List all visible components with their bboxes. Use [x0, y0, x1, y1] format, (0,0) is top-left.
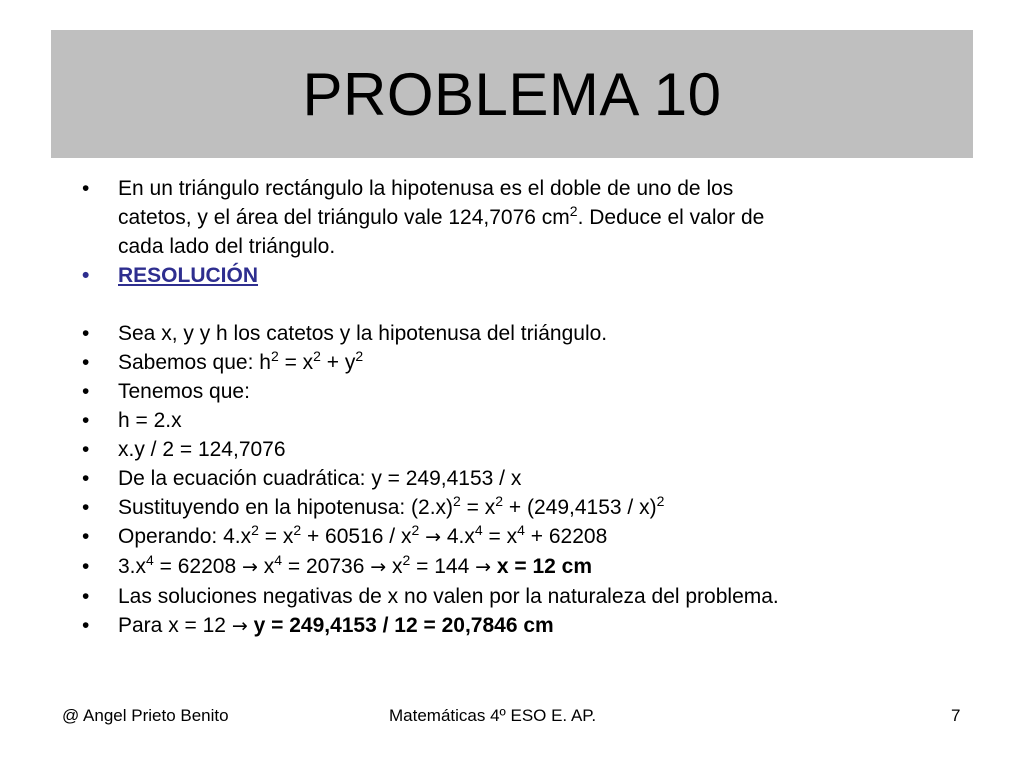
- arrow-right-icon: →: [370, 556, 387, 578]
- solution-line-3: • Tenemos que:: [82, 377, 962, 406]
- resolution-heading: • RESOLUCIÓN: [82, 261, 962, 290]
- solution-line-10: • Las soluciones negativas de x no valen por la naturaleza del problema.: [82, 582, 962, 611]
- bullet-icon: •: [82, 351, 90, 374]
- solution-line-6: • De la ecuación cuadrática: y = 249,4153 / x: [82, 464, 962, 493]
- solution-line-2: • Sabemos que: $h^2 = x^2 + y^2$: [82, 348, 962, 377]
- bullet-icon: •: [82, 438, 90, 461]
- solution-line-5: • x.y / 2 = 124,7076: [82, 435, 962, 464]
- bullet-icon: •: [82, 380, 90, 403]
- problem-statement: • En un triángulo rectángulo la hipotenusa es el doble de uno de los catetos, y el área del triángulo vale 124,7076 $cm^2$. Deduce el valor de cada lado del triángulo.: [82, 174, 962, 261]
- solution-line-4: • h = 2.x: [82, 406, 962, 435]
- title-bar: [51, 30, 973, 158]
- bullet-icon: •: [82, 525, 90, 548]
- solution-line-11: • Para x = 12 → y = 249,4153 / 12 = 20,7846 cm: [82, 611, 962, 641]
- solution-line-8: • Operando: $4.x^2 = x^2 + 60516 / x^2 \to 4.x^4 = x^4 + 62208$: [82, 522, 962, 552]
- bullet-icon: •: [82, 585, 90, 608]
- footer-author: @ Angel Prieto Benito: [62, 706, 229, 725]
- solution-line-7: • Sustituyendo en la hipotenusa: $(2.x)^2 = x^2 + (249,4153 / x)^2$: [82, 493, 962, 522]
- bullet-icon: •: [82, 467, 90, 490]
- solution-line-9: • $3.x^4 = 62208 \to x^4 = 20736 \to x^2 = 144 \to x = 12$ cm: [82, 552, 962, 582]
- bullet-icon: •: [82, 496, 90, 519]
- bullet-icon: •: [82, 555, 90, 578]
- arrow-right-icon: →: [231, 615, 248, 637]
- spacer: [82, 290, 962, 319]
- solution-line-1: • Sea x, y y h los catetos y la hipotenusa del triángulo.: [82, 319, 962, 348]
- arrow-right-icon: →: [425, 526, 442, 548]
- bullet-icon: •: [82, 177, 90, 200]
- footer-page-number: 7: [951, 706, 961, 725]
- arrow-right-icon: →: [475, 556, 492, 578]
- footer-course: Matemáticas 4º ESO E. AP.: [389, 706, 597, 725]
- slide-title: PROBLEMA 10: [302, 60, 722, 128]
- bullet-icon: •: [82, 409, 90, 432]
- arrow-right-icon: →: [241, 556, 258, 578]
- bullet-icon: •: [82, 264, 90, 287]
- slide-content: [82, 174, 962, 641]
- bullet-icon: •: [82, 614, 90, 637]
- bullet-icon: •: [82, 322, 90, 345]
